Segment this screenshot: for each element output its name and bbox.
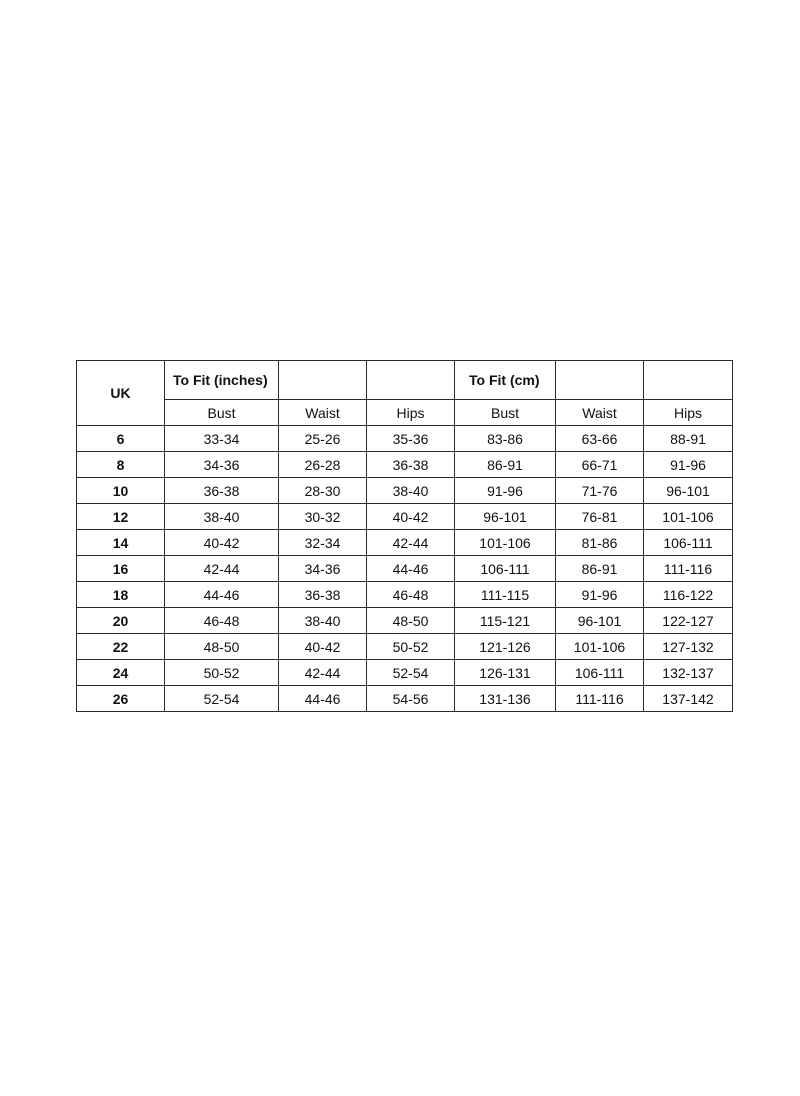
uk-size-cell: 26 [77, 686, 165, 712]
hips-cm-cell: 116-122 [644, 582, 733, 608]
bust-inches-cell: 46-48 [165, 608, 279, 634]
header-row-columns [77, 400, 733, 426]
table-row [77, 660, 733, 686]
hips-inches-cell: 52-54 [367, 660, 455, 686]
hips-cm-cell: 88-91 [644, 426, 733, 452]
hips-inches-cell: 38-40 [367, 478, 455, 504]
bust-cm-cell: 96-101 [455, 504, 556, 530]
hips-inches-cell: 42-44 [367, 530, 455, 556]
uk-size-cell: 18 [77, 582, 165, 608]
bust-cm-cell: 106-111 [455, 556, 556, 582]
waist-inches-cell: 44-46 [279, 686, 367, 712]
bust-inches-cell: 48-50 [165, 634, 279, 660]
waist-inches-cell: 42-44 [279, 660, 367, 686]
waist-inches-cell: 38-40 [279, 608, 367, 634]
hips-cm-cell: 106-111 [644, 530, 733, 556]
to-fit-inches-header: To Fit (inches) [165, 361, 279, 400]
uk-size-cell: 12 [77, 504, 165, 530]
table-row [77, 582, 733, 608]
empty-header-cell [279, 361, 367, 400]
uk-size-cell: 22 [77, 634, 165, 660]
bust-cm-cell: 131-136 [455, 686, 556, 712]
table-row [77, 608, 733, 634]
hips-inches-cell: 36-38 [367, 452, 455, 478]
waist-inches-cell: 25-26 [279, 426, 367, 452]
table-row [77, 686, 733, 712]
uk-size-cell: 14 [77, 530, 165, 556]
waist-inches-cell: 40-42 [279, 634, 367, 660]
table-row [77, 426, 733, 452]
empty-header-cell [367, 361, 455, 400]
column-header-waist-inches: Waist [279, 400, 367, 426]
hips-inches-cell: 40-42 [367, 504, 455, 530]
waist-inches-cell: 32-34 [279, 530, 367, 556]
hips-inches-cell: 48-50 [367, 608, 455, 634]
hips-cm-cell: 122-127 [644, 608, 733, 634]
uk-header: UK [77, 361, 165, 426]
bust-cm-cell: 101-106 [455, 530, 556, 556]
hips-inches-cell: 35-36 [367, 426, 455, 452]
bust-inches-cell: 34-36 [165, 452, 279, 478]
empty-header-cell [644, 361, 733, 400]
table-row [77, 504, 733, 530]
hips-cm-cell: 137-142 [644, 686, 733, 712]
column-header-bust-cm: Bust [455, 400, 556, 426]
hips-cm-cell: 132-137 [644, 660, 733, 686]
bust-cm-cell: 83-86 [455, 426, 556, 452]
waist-cm-cell: 101-106 [556, 634, 644, 660]
hips-inches-cell: 54-56 [367, 686, 455, 712]
waist-cm-cell: 86-91 [556, 556, 644, 582]
waist-inches-cell: 28-30 [279, 478, 367, 504]
bust-inches-cell: 33-34 [165, 426, 279, 452]
bust-inches-cell: 50-52 [165, 660, 279, 686]
hips-cm-cell: 111-116 [644, 556, 733, 582]
column-header-waist-cm: Waist [556, 400, 644, 426]
bust-cm-cell: 111-115 [455, 582, 556, 608]
hips-inches-cell: 46-48 [367, 582, 455, 608]
to-fit-cm-header: To Fit (cm) [455, 361, 556, 400]
bust-cm-cell: 86-91 [455, 452, 556, 478]
waist-cm-cell: 81-86 [556, 530, 644, 556]
uk-size-cell: 24 [77, 660, 165, 686]
waist-inches-cell: 36-38 [279, 582, 367, 608]
bust-inches-cell: 52-54 [165, 686, 279, 712]
column-header-bust-inches: Bust [165, 400, 279, 426]
waist-cm-cell: 63-66 [556, 426, 644, 452]
hips-cm-cell: 127-132 [644, 634, 733, 660]
hips-cm-cell: 101-106 [644, 504, 733, 530]
waist-inches-cell: 30-32 [279, 504, 367, 530]
bust-inches-cell: 40-42 [165, 530, 279, 556]
waist-cm-cell: 111-116 [556, 686, 644, 712]
bust-cm-cell: 126-131 [455, 660, 556, 686]
uk-size-cell: 8 [77, 452, 165, 478]
waist-cm-cell: 106-111 [556, 660, 644, 686]
table-row [77, 556, 733, 582]
size-chart-table [76, 360, 733, 712]
waist-cm-cell: 66-71 [556, 452, 644, 478]
waist-cm-cell: 91-96 [556, 582, 644, 608]
hips-inches-cell: 44-46 [367, 556, 455, 582]
hips-cm-cell: 91-96 [644, 452, 733, 478]
bust-cm-cell: 91-96 [455, 478, 556, 504]
bust-cm-cell: 121-126 [455, 634, 556, 660]
table-row [77, 530, 733, 556]
bust-cm-cell: 115-121 [455, 608, 556, 634]
bust-inches-cell: 38-40 [165, 504, 279, 530]
table-row [77, 478, 733, 504]
header-row-groups [77, 361, 733, 400]
bust-inches-cell: 42-44 [165, 556, 279, 582]
waist-inches-cell: 26-28 [279, 452, 367, 478]
bust-inches-cell: 44-46 [165, 582, 279, 608]
table-row [77, 634, 733, 660]
waist-cm-cell: 76-81 [556, 504, 644, 530]
bust-inches-cell: 36-38 [165, 478, 279, 504]
empty-header-cell [556, 361, 644, 400]
hips-inches-cell: 50-52 [367, 634, 455, 660]
hips-cm-cell: 96-101 [644, 478, 733, 504]
uk-size-cell: 16 [77, 556, 165, 582]
uk-size-cell: 20 [77, 608, 165, 634]
column-header-hips-inches: Hips [367, 400, 455, 426]
column-header-hips-cm: Hips [644, 400, 733, 426]
waist-inches-cell: 34-36 [279, 556, 367, 582]
uk-size-cell: 6 [77, 426, 165, 452]
table-row [77, 452, 733, 478]
waist-cm-cell: 71-76 [556, 478, 644, 504]
uk-size-cell: 10 [77, 478, 165, 504]
waist-cm-cell: 96-101 [556, 608, 644, 634]
